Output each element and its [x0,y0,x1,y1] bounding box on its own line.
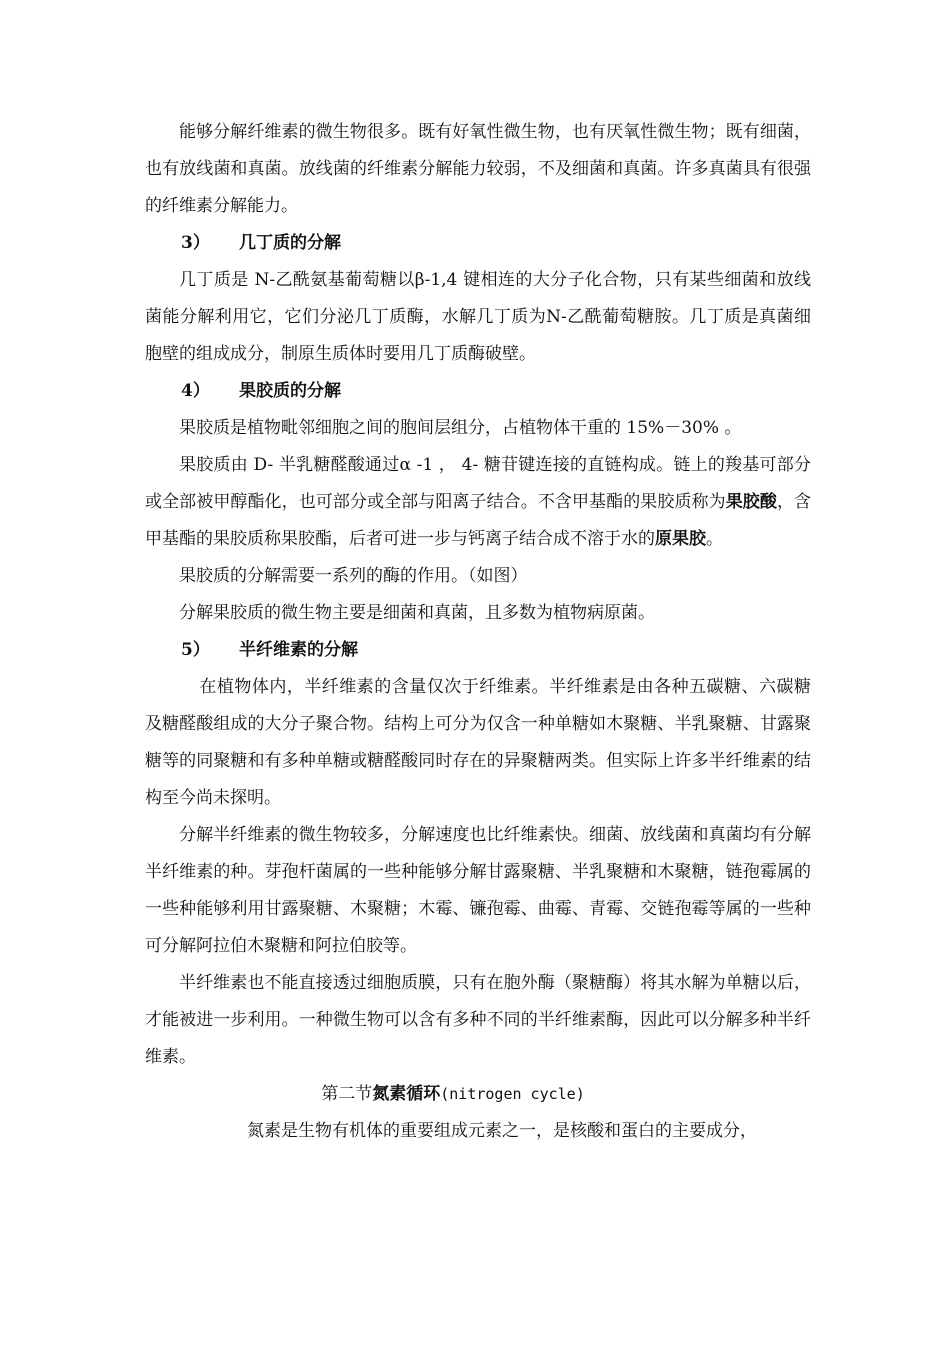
document-body [145,114,811,1150]
heading-hemicellulose [145,632,811,669]
section-title-bold: 氮素循环 [372,1084,441,1104]
heading-number: 4） [181,381,210,401]
section-prefix: 第二节 [321,1084,373,1104]
paragraph-cellulose-microbes: 能够分解纤维素的微生物很多。既有好氧性微生物，也有厌氧性微生物；既有细菌，也有放线菌和真菌。放线菌的纤维素分解能力较弱，不及细菌和真菌。许多真菌具有很强的纤维素分解能力。 [145,122,811,216]
bold-term-pectic-acid: 果胶酸 [725,492,777,512]
text-run: ，含甲基酯的果胶质称果胶酯，后者可进一步与钙离子结合成不溶于水的 [145,492,812,549]
paragraph-hemicellulose-content: 在植物体内，半纤维素的含量仅次于纤维素。半纤维素是由各种五碳糖、六碳糖及糖醛酸组成的大分子聚合物。结构上可分为仅含一种单糖如木聚糖、半乳聚糖、甘露聚糖等的同聚糖和有多种单糖或糖醛酸同时存在的异聚糖两类。但实际上许多半纤维素的结构至今尚未探明。 [145,677,811,808]
paragraph-hemicellulose-microbes: 分解半纤维素的微生物较多，分解速度也比纤维素快。细菌、放线菌和真菌均有分解半纤维素的种。芽孢杆菌属的一些种能够分解甘露聚糖、半乳聚糖和木聚糖，链孢霉属的一些种能够利用甘露聚糖、木聚糖；木霉、镰孢霉、曲霉、青霉、交链孢霉等属的一些种可分解阿拉伯木聚糖和阿拉伯胶等。 [145,825,811,956]
heading-number: 5） [181,640,210,660]
section-title-english: (nitrogen cycle) [440,1085,585,1103]
paragraph-chitin: 几丁质是 N-乙酰氨基葡萄糖以β-1,4 键相连的大分子化合物，只有某些细菌和放线菌能分解利用它，它们分泌几丁质酶，水解几丁质为N-乙酰葡萄糖胺。几丁质是真菌细胞壁的组成成分，制原生质体时要用几丁质酶破壁。 [145,270,811,364]
paragraph-pectin-enzymes: 果胶质的分解需要一系列的酶的作用。（如图） [179,566,528,586]
paragraph-pectin-structure [145,447,811,558]
paragraph-pectin-definition: 果胶质是植物毗邻细胞之间的胞间层组分，占植物体干重的 15%－30% 。 [179,418,742,438]
heading-pectin [145,373,811,410]
text-run: 果胶质由 D- 半乳糖醛酸通过α -1 ， 4- 糖苷键连接的直链构成。链上的羧基可部分或全部被甲醇酯化，也可部分或全部与阳离子结合。不含甲基酯的果胶质称为 [145,455,811,512]
paragraph-pectin-microbes: 分解果胶质的微生物主要是细菌和真菌，且多数为植物病原菌。 [179,603,655,623]
heading-title: 果胶质的分解 [239,381,341,401]
heading-title: 几丁质的分解 [239,233,341,253]
heading-chitin [145,225,811,262]
paragraph-hemicellulose-enzymes: 半纤维素也不能直接透过细胞质膜，只有在胞外酶（聚糖酶）将其水解为单糖以后，才能被进一步利用。一种微生物可以含有多种不同的半纤维素酶，因此可以分解多种半纤维素。 [145,973,811,1067]
heading-title: 半纤维素的分解 [239,640,358,660]
section-title-nitrogen-cycle [145,1076,811,1113]
heading-number: 3） [181,233,210,253]
text-run: 。 [706,529,723,549]
paragraph-nitrogen-intro: 氮素是生物有机体的重要组成元素之一，是核酸和蛋白的主要成分， [247,1121,757,1141]
bold-term-protopectin: 原果胶 [655,529,706,549]
